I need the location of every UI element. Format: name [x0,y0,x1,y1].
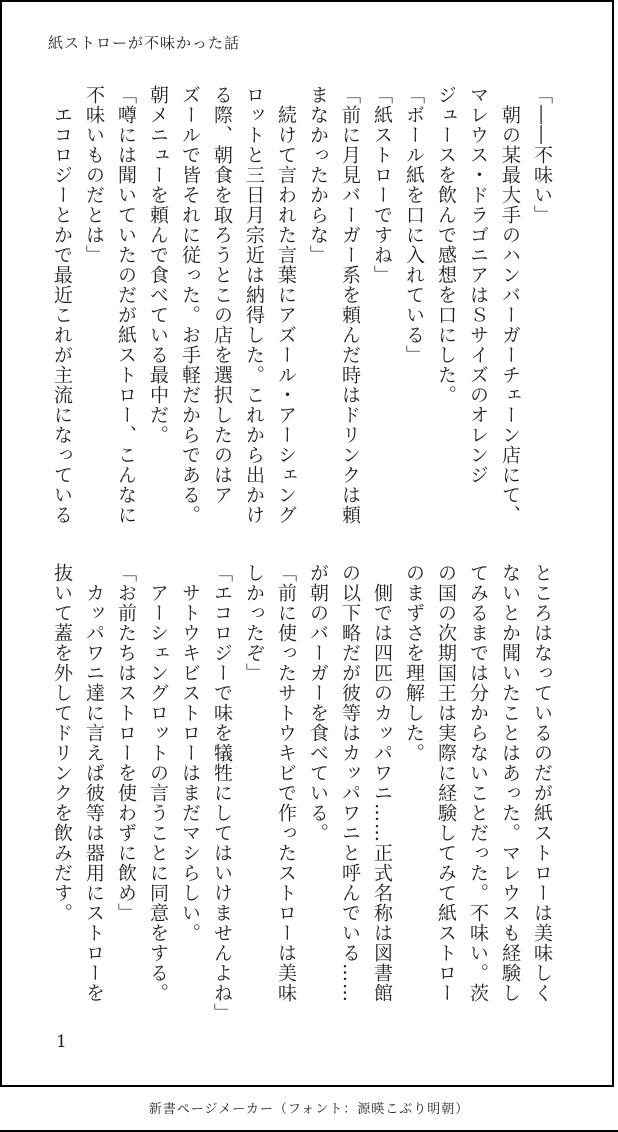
footer-credit: 新書ページメーカー（フォント：源暎こぶり明朝） [148,1102,470,1117]
text-line: まなかったからな」 [307,85,329,265]
text-line: が朝のバーガーを食べている。 [307,563,329,843]
text-line: 「お前たちはストローを使わずに飲め」 [115,563,137,923]
text-line: てみるまでは分からないことだった。不味い。茨 [467,563,489,1003]
text-line: 抜いて蓋を外してドリンクを飲みだす。 [51,563,73,923]
text-line: ないとか聞いたことはあった。マレウスも経験し [499,563,521,1003]
text-line: 「前に使ったサトウキビで作ったストローは美味 [275,563,297,1003]
text-line: ロットと三日月宗近は納得した。これから出かけ [243,85,265,525]
running-header-title: 紙ストローが不味かった話 [48,34,241,52]
lower-text-block [46,563,558,1023]
upper-text-block [46,85,558,530]
text-line: エコロジーとかで最近これが主流になっている [51,85,73,525]
text-line: 「噂には聞いていたのだが紙ストロー、こんなに [115,85,137,525]
text-line: る際、朝食を取ろうとこの店を選択したのはア [211,85,233,505]
text-line: しかったぞ」 [243,563,265,683]
text-line: のまずさを理解した。 [403,563,425,763]
text-line: 「――不味い」 [531,85,553,225]
text-line: 朝メニューを頼んで食べている最中だ。 [147,85,169,445]
text-line: 側では四匹のカッパワニ……正式名称は図書館 [371,563,393,1003]
text-line: ズールで皆それに従った。お手軽だからである。 [179,85,201,525]
text-line: 「ボール紙を口に入れている」 [403,85,425,365]
text-line: カッパワニ達に言えば彼等は器用にストローを [83,563,105,1003]
text-line: ジュースを飲んで感想を口にした。 [435,85,457,405]
text-line: の以下略だが彼等はカッパワニと呼んでいる…… [339,563,361,1003]
text-line: マレウス・ドラゴニアはＳサイズのオレンジ [467,85,489,485]
page-number: 1 [56,1032,67,1052]
text-line: 「紙ストローですね」 [371,85,393,285]
text-line: 朝の某最大手のハンバーガーチェーン店にて、 [499,85,521,525]
text-line: アーシェングロットの言うことに同意をする。 [147,563,169,1003]
text-line: ところはなっているのだが紙ストローは美味しく [531,563,553,1003]
text-line: 続けて言われた言葉にアズール・アーシェング [275,85,297,525]
text-line: 「前に月見バーガー系を頼んだ時はドリンクは頼 [339,85,361,525]
text-line: の国の次期国王は実際に経験してみて紙ストロー [435,563,457,1003]
text-line: サトウキビストローはまだマシらしい。 [179,563,201,943]
text-line: 「エコロジーで味を犠牲にしてはいけませんよね」 [211,563,233,1023]
text-line: 不味いものだとは」 [83,85,105,265]
